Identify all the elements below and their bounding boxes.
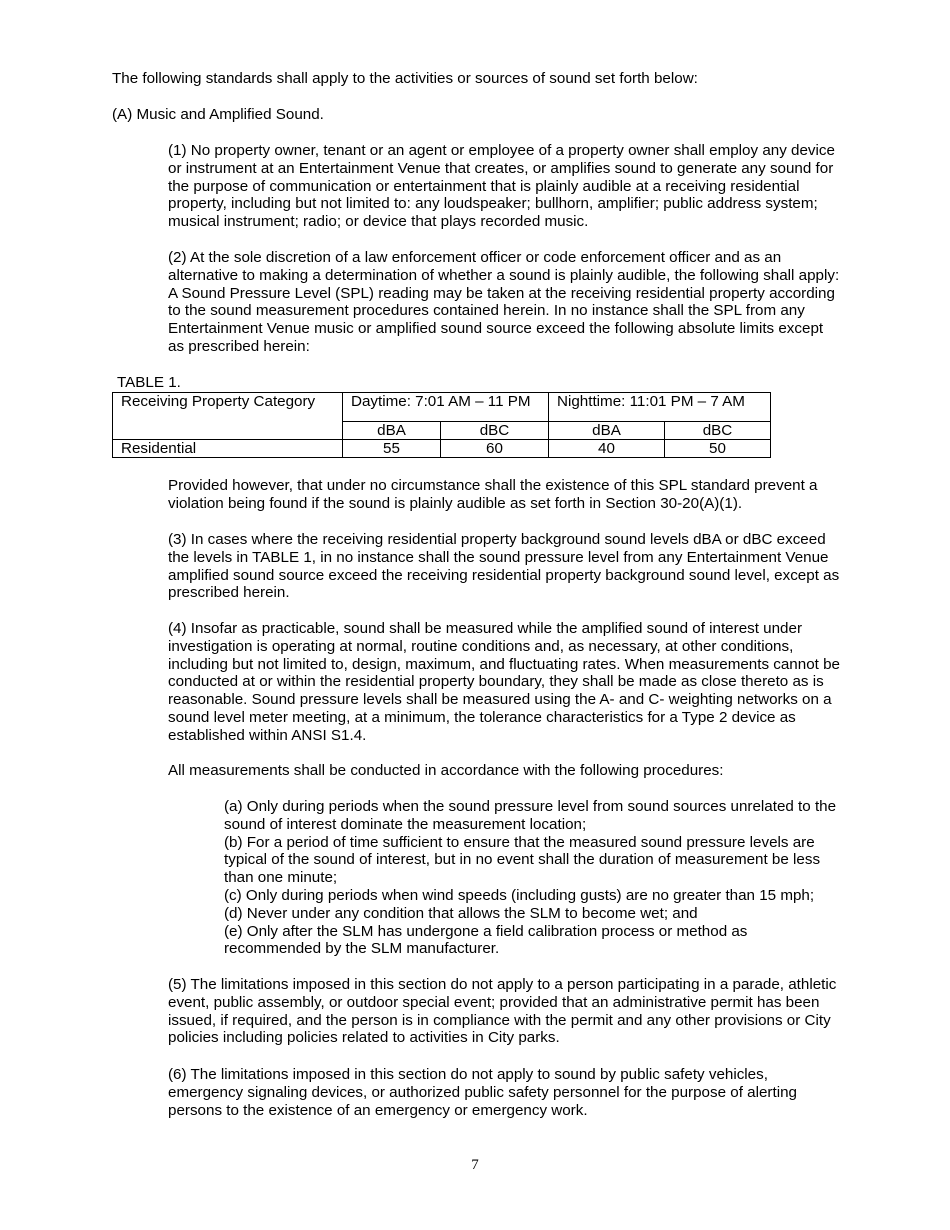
paragraph-2: (2) At the sole discretion of a law enforcement officer or code enforcement officer and as an alternative to making a determination of whether a sound is plainly audible, the following shall apply: A Sound Pressure Level (SPL) reading may be taken at the receiving residential property according to the sound measurement procedures contained herein. In no instance shall the SPL from any Entertainment Venue music or amplified sound source exceed the following absolute limits except as prescribed herein: [168, 249, 840, 355]
spl-limits-table [112, 392, 771, 458]
row-night-dbc: 50 [665, 440, 771, 458]
section-a-heading: (A) Music and Amplified Sound. [112, 106, 324, 123]
row-category: Residential [113, 440, 343, 458]
procedure-d: (d) Never under any condition that allows the SLM to become wet; and [224, 904, 698, 922]
procedures-list [224, 798, 840, 958]
table-header-row [113, 393, 771, 422]
category-header: Receiving Property Category [113, 393, 343, 440]
procedure-a: (a) Only during periods when the sound pressure level from sound sources unrelated to the sound of interest dominate the measurement location; [224, 798, 837, 833]
procedures-intro: All measurements shall be conducted in accordance with the following procedures: [168, 762, 724, 779]
paragraph-5: (5) The limitations imposed in this section do not apply to a person participating in a parade, athletic event, public assembly, or outdoor special event; provided that an administrative permit has been issued, if required, and the person is in compliance with the permit and any other provisions or City policies including policies related to activities in City parks. [168, 976, 837, 1047]
row-night-dba: 40 [549, 440, 665, 458]
row-day-dbc: 60 [441, 440, 549, 458]
intro-paragraph: The following standards shall apply to the activities or sources of sound set forth below: [112, 70, 698, 87]
daytime-dba-header: dBA [343, 422, 441, 440]
procedure-b: (b) For a period of time sufficient to ensure that the measured sound pressure levels are typical of the sound of interest, but in no event shall the duration of measurement be less than one minute; [224, 833, 821, 887]
daytime-dbc-header: dBC [441, 422, 549, 440]
paragraph-4: (4) Insofar as practicable, sound shall be measured while the amplified sound of interest under investigation is operating at normal, routine conditions and, as necessary, at other conditions, including but not limited to, design, maximum, and fluctuating rates. When measurements cannot be conducted at or within the residential property boundary, they shall be made as close thereto as is reasonable. Sound pressure levels shall be measured using the A- and C- weighting networks on a sound level meter meeting, at a minimum, the tolerance characteristics for a Type 2 device as established within ANSI S1.4. [168, 620, 840, 744]
nighttime-dba-header: dBA [549, 422, 665, 440]
daytime-header: Daytime: 7:01 AM – 11 PM [343, 393, 549, 422]
provided-paragraph: Provided however, that under no circumstance shall the existence of this SPL standard prevent a violation being found if the sound is plainly audible as set forth in Section 30-20(A)(1). [168, 477, 818, 512]
row-day-dba: 55 [343, 440, 441, 458]
procedure-c: (c) Only during periods when wind speeds (including gusts) are no greater than 15 mph; [224, 886, 815, 904]
paragraph-3: (3) In cases where the receiving residential property background sound levels dBA or dBC exceed the levels in TABLE 1, in no instance shall the sound pressure level from any Entertainment Venue amplified sound source exceed the receiving residential property background sound level, except as prescribed herein. [168, 531, 840, 602]
procedure-e: (e) Only after the SLM has undergone a field calibration process or method as recommended by the SLM manufacturer. [224, 922, 748, 958]
paragraph-6: (6) The limitations imposed in this section do not apply to sound by public safety vehicles, emergency signaling devices, or authorized public safety personnel for the purpose of alerting persons to the existence of an emergency or emergency work. [168, 1066, 797, 1119]
paragraph-1: (1) No property owner, tenant or an agent or employee of a property owner shall employ any device or instrument at an Entertainment Venue that creates, or amplifies sound to generate any sound for the purpose of communication or entertainment that is plainly audible at a receiving residential property, including but not limited to: any loudspeaker; bullhorn, amplifier; public address system; musical instrument; radio; or device that plays recorded music. [168, 142, 835, 231]
table-label: TABLE 1. [117, 374, 181, 391]
nighttime-dbc-header: dBC [665, 422, 771, 440]
page-number: 7 [471, 1157, 479, 1173]
nighttime-header: Nighttime: 11:01 PM – 7 AM [549, 393, 771, 422]
table-row [113, 440, 771, 458]
